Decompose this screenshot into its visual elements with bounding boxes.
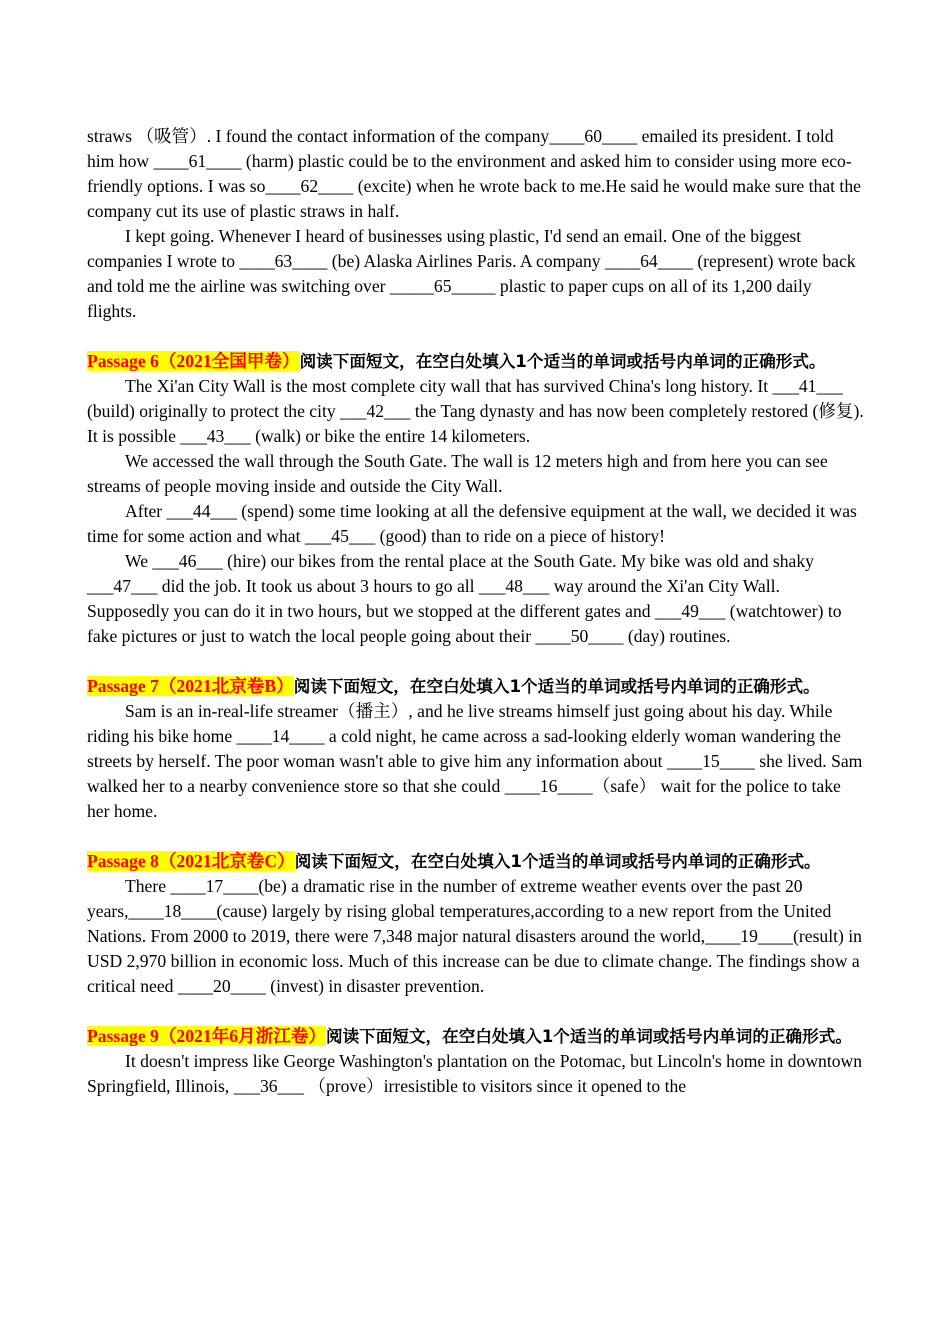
passage-7 — [87, 674, 865, 824]
passage-instruction: 阅读下面短文，在空白处填入1个适当的单词或括号内单词的正确形式。 — [294, 852, 821, 871]
passage-heading — [87, 1024, 865, 1049]
spacer — [87, 999, 865, 1024]
passage-9 — [87, 1024, 865, 1099]
paragraph: We ___46___ (hire) our bikes from the rental place at the South Gate. My bike was old and shaky ___47___ did the job. It took us about 3 hours to go all ___48___ way around the Xi'an City Wall. Supposedly you can do it in two hours, but we stopped at the different gates and ___49___ (watchtower) to fake pictures or just to watch the local people going about their ____50____ (day) routines. — [87, 551, 842, 646]
passage-instruction: 阅读下面短文，在空白处填入1个适当的单词或括号内单词的正确形式。 — [293, 677, 820, 696]
passage-tag: Passage 9（2021年6月浙江卷） — [87, 1026, 326, 1046]
paragraph: It doesn't impress like George Washington's plantation on the Potomac, but Lincoln's home in downtown Springfield, Illinois, ___36___ （prove）irresistible to visitors since it opened to the — [87, 1051, 863, 1096]
passage-heading — [87, 349, 865, 374]
paragraph: Sam is an in-real-life streamer（播主）, and he live streams himself just going about his day. While riding his bike home ____14____ a cold night, he came across a sad-looking elderly woman wandering the streets by herself. The poor woman wasn't able to give him any information about ____15____ she lived. Sam walked her to a nearby convenience store so that she could ____16____（safe） wait for the police to take her home. — [87, 701, 863, 821]
passage-8 — [87, 849, 865, 999]
spacer — [87, 649, 865, 674]
spacer — [87, 824, 865, 849]
passage-instruction: 阅读下面短文，在空白处填入1个适当的单词或括号内单词的正确形式。 — [325, 1027, 852, 1046]
passage-tag: Passage 7（2021北京卷B） — [87, 676, 294, 696]
paragraph: straws （吸管）. I found the contact information of the company____60____ emailed its president. I told him how ____61____ (harm) plastic could be to the environment and asked him to consider using more eco-friendly options. I was so____62____ (excite) when he wrote back to me.He said he would make sure that the company cut its use of plastic straws in half. — [87, 126, 861, 221]
document-page — [87, 124, 865, 1099]
spacer — [87, 324, 865, 349]
passage-5-continuation — [87, 124, 865, 324]
passage-tag: Passage 8（2021北京卷C） — [87, 851, 295, 871]
passage-6 — [87, 349, 865, 649]
passage-heading — [87, 674, 865, 699]
passage-tag: Passage 6（2021全国甲卷） — [87, 351, 300, 371]
paragraph: I kept going. Whenever I heard of businesses using plastic, I'd send an email. One of the biggest companies I wrote to ____63____ (be) Alaska Airlines Paris. A company ____64____ (represent) wrote back and told me the airline was switching over _____65_____ plastic to paper cups on all of its 1,200 daily flights. — [87, 226, 856, 321]
passage-heading — [87, 849, 865, 874]
paragraph: The Xi'an City Wall is the most complete city wall that has survived China's long history. It ___41___ (build) originally to protect the city ___42___ the Tang dynasty and has now been completely restored (修复). It is possible ___43___ (walk) or bike the entire 14 kilometers. — [87, 376, 864, 446]
paragraph: There ____17____(be) a dramatic rise in the number of extreme weather events over the past 20 years,____18____(cause) largely by rising global temperatures,according to a new report from the United Nations. From 2000 to 2019, there were 7,348 major natural disasters around the world,____19____(result) in USD 2,970 billion in economic loss. Much of this increase can be due to climate change. The findings show a critical need ____20____ (invest) in disaster prevention. — [87, 876, 862, 996]
passage-instruction: 阅读下面短文，在空白处填入1个适当的单词或括号内单词的正确形式。 — [299, 352, 826, 371]
paragraph: After ___44___ (spend) some time looking at all the defensive equipment at the wall, we decided it was time for some action and what ___45___ (good) than to ride on a piece of history! — [87, 501, 857, 546]
paragraph: We accessed the wall through the South Gate. The wall is 12 meters high and from here you can see streams of people moving inside and outside the City Wall. — [87, 451, 828, 496]
